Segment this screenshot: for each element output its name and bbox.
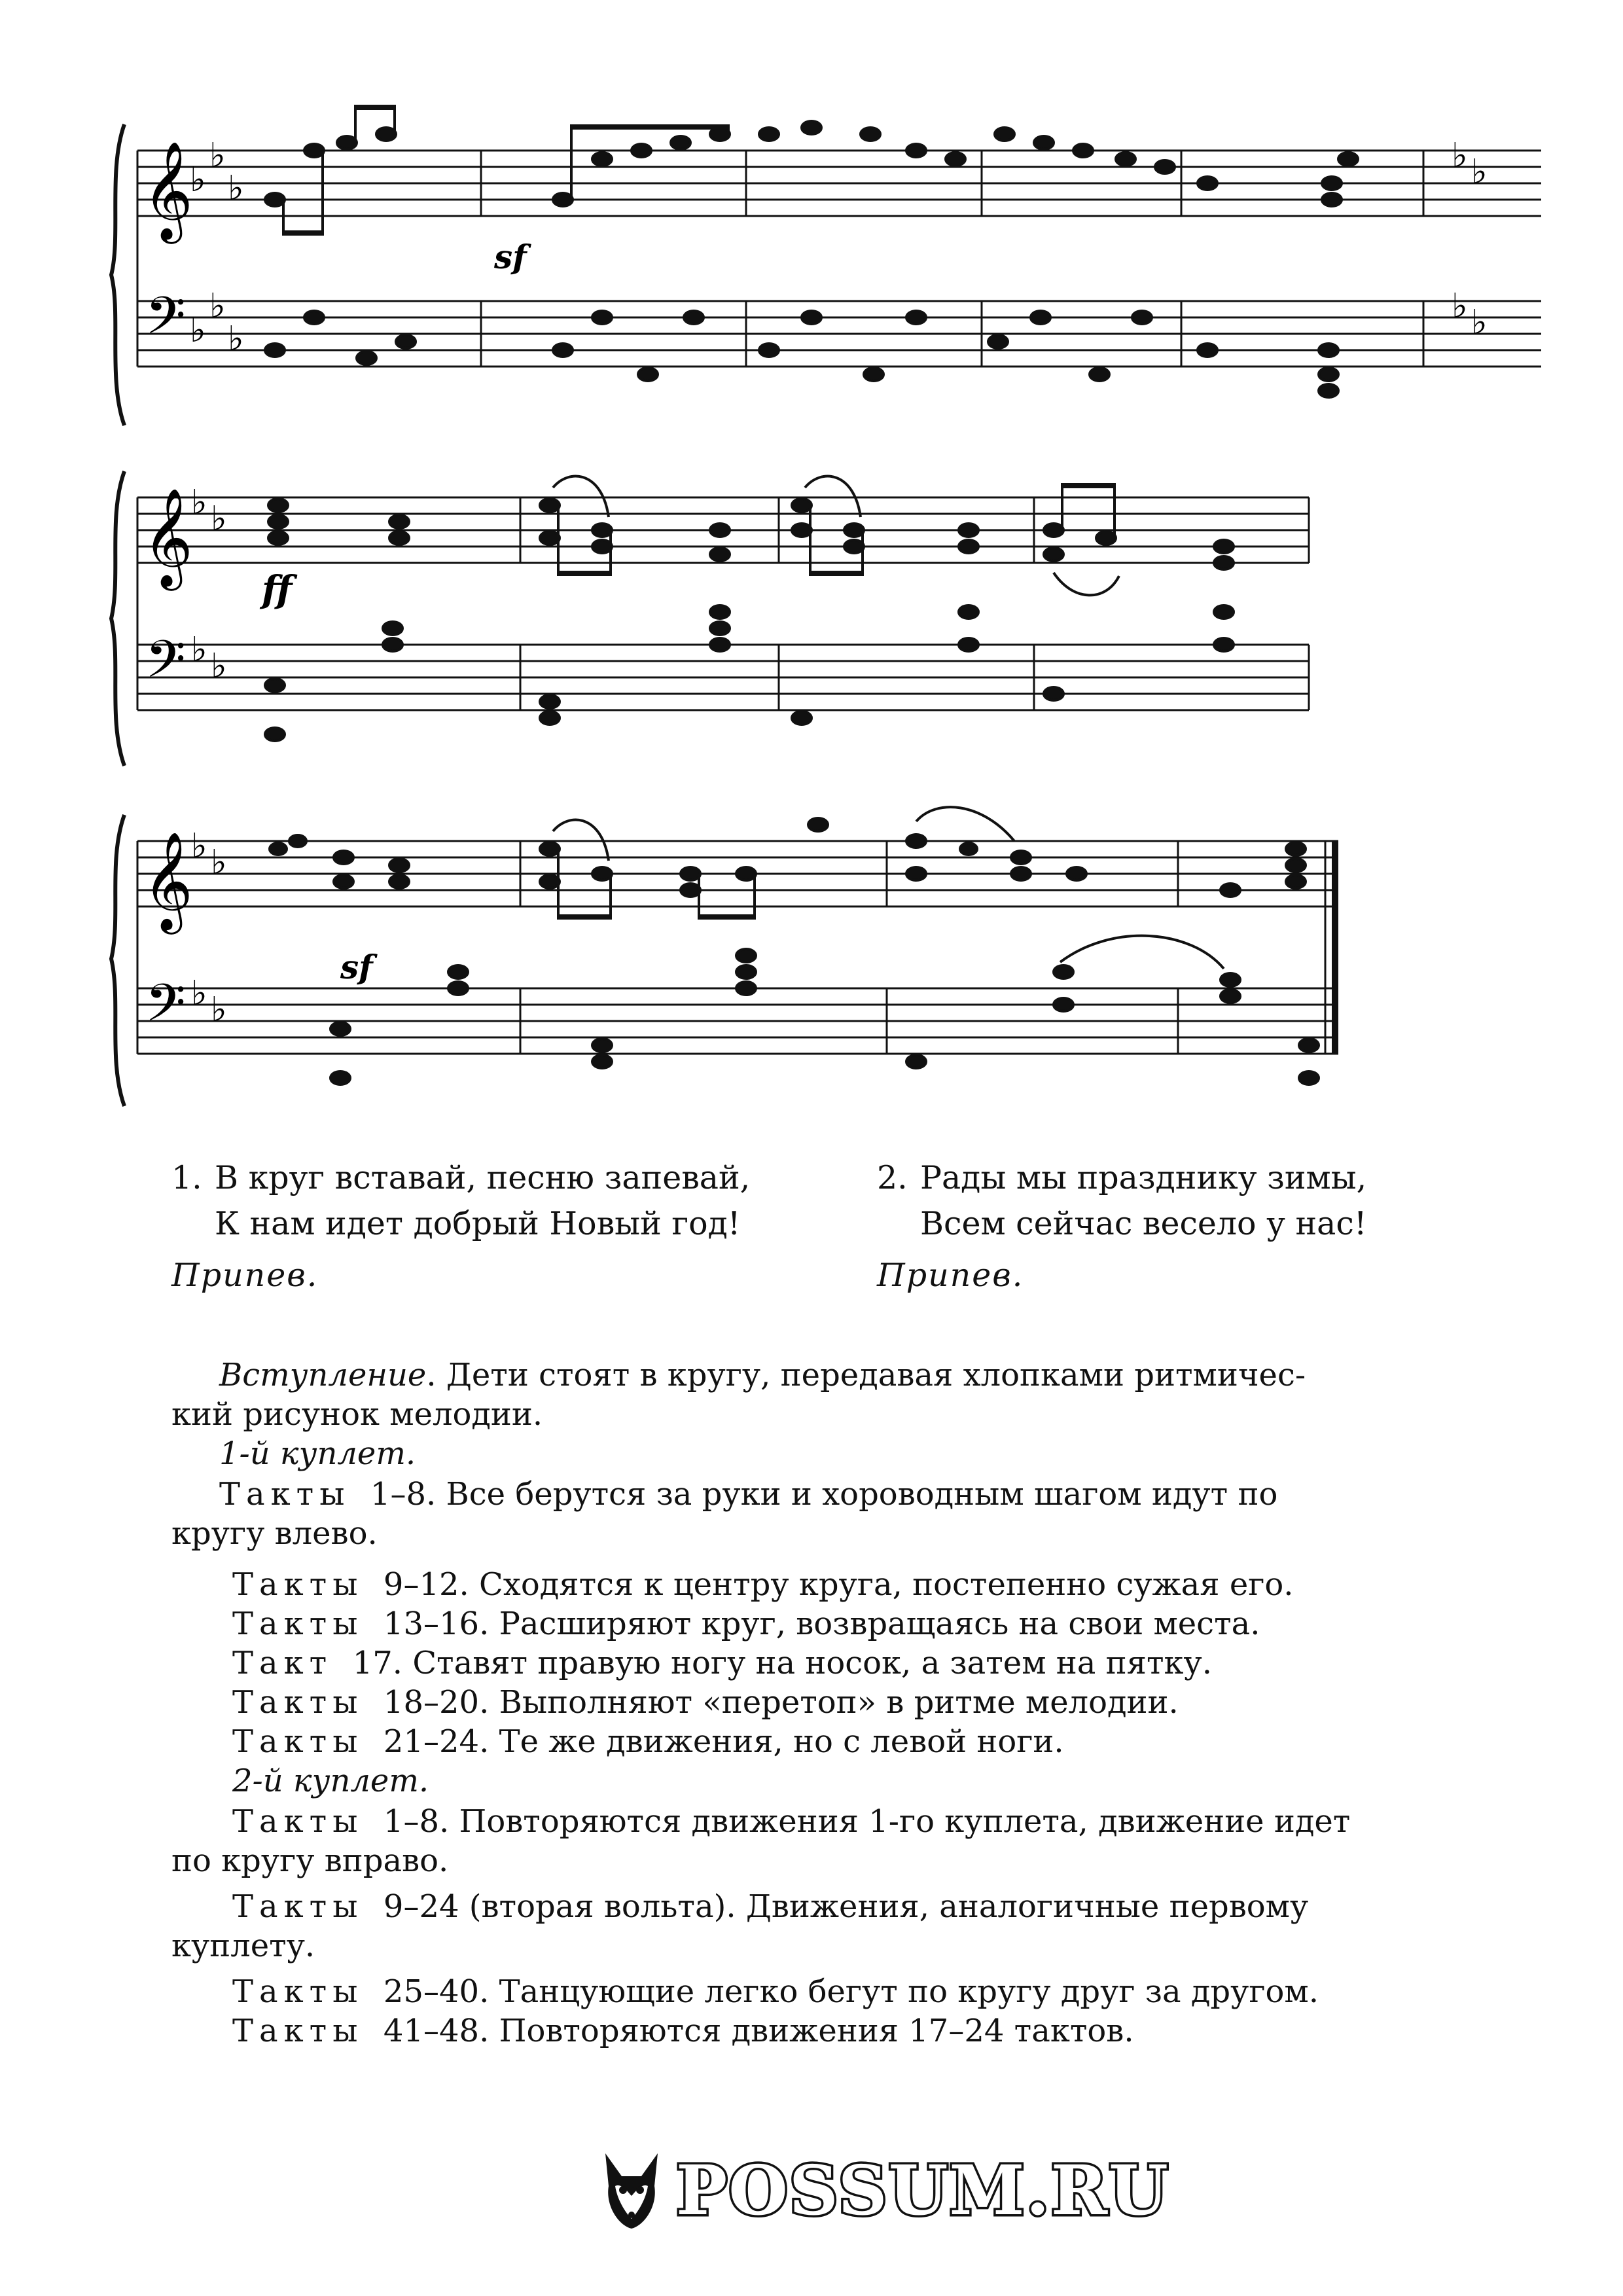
system-2 <box>111 471 1309 766</box>
svg-text:♭: ♭ <box>190 311 206 350</box>
bass-notes-system-1 <box>265 311 1338 397</box>
svg-text:♭: ♭ <box>209 136 226 175</box>
refrain-label: Припев. <box>171 1257 319 1294</box>
verse-number: 2. <box>877 1159 908 1196</box>
verse-line: К нам идет добрый Новый год! <box>215 1205 741 1242</box>
lyrics-verses <box>0 1155 1623 1319</box>
step-item: Такты 13–16. Расширяют круг, возвращаясь на свои места. <box>232 1605 1260 1642</box>
intro-label: Вступление <box>219 1357 427 1393</box>
step-item: Такты 21–24. Те же движения, но с левой ноги. <box>232 1723 1064 1760</box>
svg-text:♭: ♭ <box>228 319 244 359</box>
system-3 <box>111 807 1338 1106</box>
svg-text:♭: ♭ <box>211 499 227 539</box>
bass-clef-icon: 𝄢 <box>145 285 186 359</box>
slurs-system-3 <box>553 807 1224 969</box>
step-item: Такты 1–8. Все берутся за руки и хороводным шагом идут по <box>219 1476 1278 1513</box>
svg-text:♭: ♭ <box>1471 152 1488 192</box>
treble-clef-icon: 𝄞 <box>143 140 193 240</box>
svg-text:♭: ♭ <box>211 843 227 882</box>
treble-notes-system-3 <box>270 818 1306 920</box>
step-item: Такт 17. Ставят правую ногу на носок, а затем на пятку. <box>232 1645 1212 1681</box>
step-item: Такты 9–24 (вторая вольта). Движения, аналогичные первому <box>232 1888 1309 1925</box>
key-signature <box>190 136 1488 359</box>
dynamic-ff: ff <box>262 568 293 611</box>
refrain-label: Припев. <box>877 1257 1024 1294</box>
final-barline <box>1332 841 1338 1054</box>
treble-clef-icon: 𝄞 <box>143 831 193 930</box>
svg-text:♭: ♭ <box>191 827 207 866</box>
verse-line: Всем сейчас весело у нас! <box>920 1205 1367 1242</box>
svg-text:♭: ♭ <box>209 287 226 326</box>
step-item: Такты 18–20. Выполняют «перетоп» в ритме мелодии. <box>232 1684 1179 1721</box>
bass-notes-system-3 <box>330 949 1319 1085</box>
logo-text: POSSUM.RU <box>676 2150 1169 2231</box>
step-item: Такты 41–48. Повторяются движения 17–24 тактов. <box>232 2013 1134 2049</box>
treble-clef-icon: 𝄞 <box>143 487 193 586</box>
intro-paragraph: Вступление. Дети стоят в кругу, передавая хлопками ритмичес- <box>219 1357 1306 1393</box>
verse-line: В круг вставай, песню запевай, <box>215 1159 751 1196</box>
dynamic-sf: sf <box>340 948 373 986</box>
svg-text:♭: ♭ <box>1471 303 1488 342</box>
step-item: Такты 1–8. Повторяются движения 1-го куплета, движение идет <box>232 1803 1351 1840</box>
step-item: Такты 25–40. Танцующие легко бегут по кругу друг за другом. <box>232 1973 1319 2010</box>
verse2-heading: 2-й куплет. <box>232 1763 429 1799</box>
svg-text:♭: ♭ <box>191 974 207 1013</box>
site-logo[interactable] <box>592 2144 1169 2242</box>
step-item: Такты 9–12. Сходятся к центру круга, постепенно сужая его. <box>232 1566 1294 1603</box>
bass-clef-icon: 𝄢 <box>145 629 186 702</box>
svg-text:♭: ♭ <box>1452 136 1468 175</box>
possum-head-icon <box>592 2147 671 2232</box>
bass-notes-system-2 <box>265 605 1234 741</box>
verse1-heading: 1-й куплет. <box>219 1435 416 1472</box>
verse-2 <box>877 1155 1367 1247</box>
verse-1 <box>171 1155 750 1247</box>
svg-text:♭: ♭ <box>191 483 207 522</box>
svg-text:♭: ♭ <box>1452 287 1468 326</box>
system-1 <box>111 105 1541 425</box>
verse-number: 1. <box>171 1159 202 1196</box>
sheet-music <box>0 0 1623 1139</box>
svg-text:♭: ♭ <box>191 630 207 670</box>
verse-line: Рады мы празднику зимы, <box>920 1159 1367 1196</box>
svg-text:♭: ♭ <box>228 169 244 208</box>
bass-clef-icon: 𝄢 <box>145 973 186 1046</box>
svg-text:♭: ♭ <box>211 990 227 1030</box>
dynamic-sf: sf <box>494 238 527 276</box>
svg-text:♭: ♭ <box>190 160 206 200</box>
svg-text:♭: ♭ <box>211 647 227 686</box>
